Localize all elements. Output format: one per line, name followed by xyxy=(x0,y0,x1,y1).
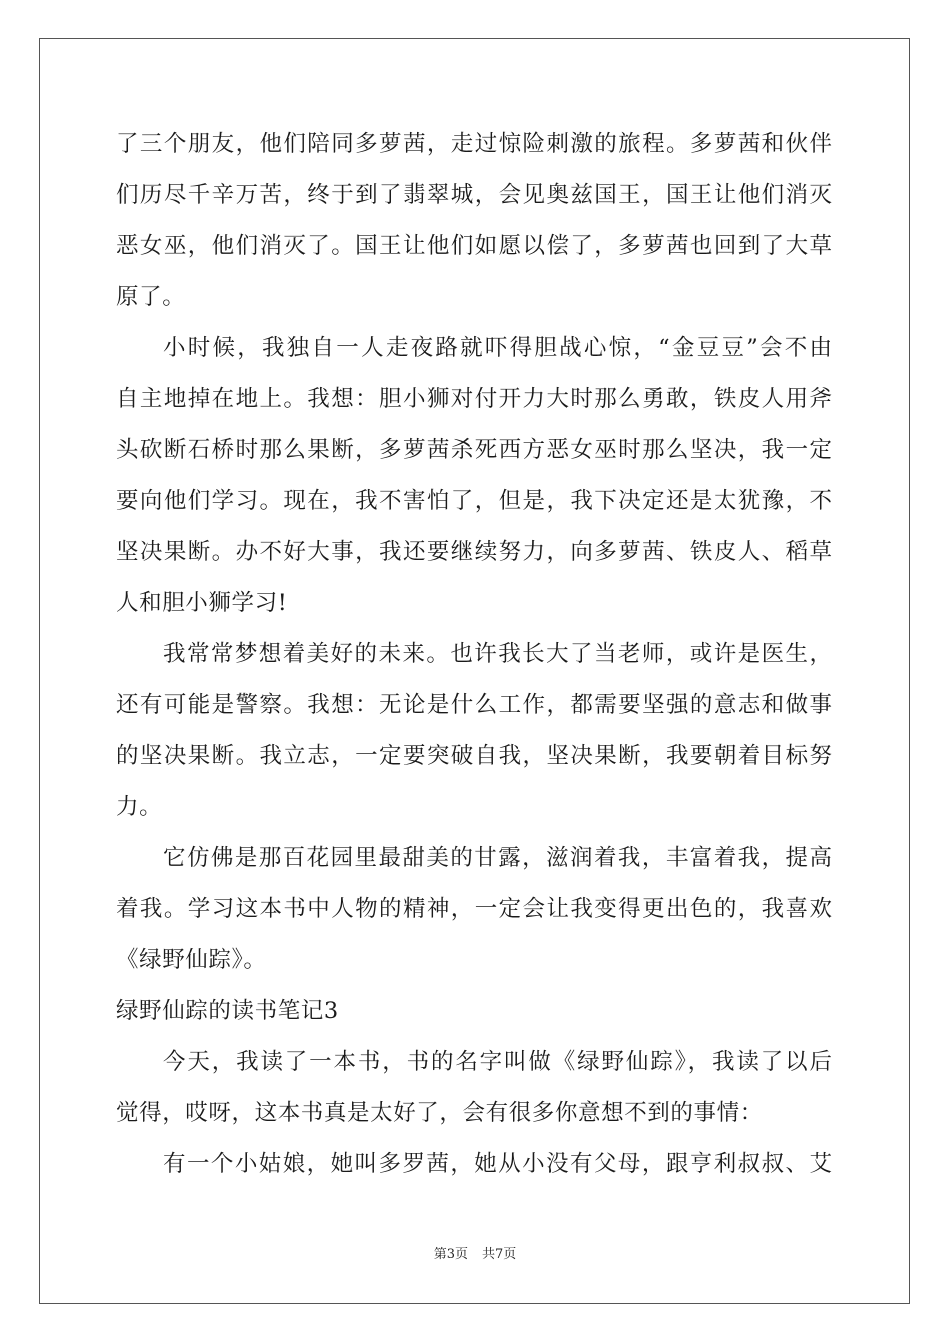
text-line: 人和胆小狮学习! xyxy=(116,590,288,616)
text-line: 着我。学习这本书中人物的精神，一定会让我变得更出色的，我喜欢 xyxy=(116,896,832,922)
page-footer xyxy=(0,1245,950,1265)
text-line: 原了。 xyxy=(116,284,186,310)
current-page-number: 第3页 xyxy=(433,1247,468,1262)
total-page-count: 共7页 xyxy=(482,1247,517,1262)
text-line: 恶女巫，他们消灭了。国王让他们如愿以偿了，多萝茜也回到了大草 xyxy=(116,233,832,259)
text-line: 有一个小姑娘，她叫多罗茜，她从小没有父母，跟亨利叔叔、艾 xyxy=(163,1151,832,1177)
text-line: 们历尽千辛万苦，终于到了翡翠城，会见奥兹国王，国王让他们消灭 xyxy=(116,182,832,208)
text-line: 绿野仙踪的读书笔记3 xyxy=(116,998,339,1024)
text-line: 《绿野仙踪》。 xyxy=(116,947,267,973)
text-line: 我常常梦想着美好的未来。也许我长大了当老师，或许是医生， xyxy=(163,641,832,667)
text-line: 自主地掉在地上。我想：胆小狮对付开力大时那么勇敢，铁皮人用斧 xyxy=(116,386,832,412)
text-line: 它仿佛是那百花园里最甜美的甘露，滋润着我，丰富着我，提高 xyxy=(163,845,832,871)
text-line: 觉得，哎呀，这本书真是太好了，会有很多你意想不到的事情： xyxy=(116,1100,763,1126)
text-line: 要向他们学习。现在，我不害怕了，但是，我下决定还是太犹豫，不 xyxy=(116,488,832,514)
text-line: 小时候，我独自一人走夜路就吓得胆战心惊，“金豆豆”会不由 xyxy=(163,335,832,361)
text-line: 力。 xyxy=(116,794,163,820)
text-line: 了三个朋友，他们陪同多萝茜，走过惊险刺激的旅程。多萝茜和伙伴 xyxy=(116,131,832,157)
text-line: 坚决果断。办不好大事，我还要继续努力，向多萝茜、铁皮人、稻草 xyxy=(116,539,832,565)
text-line: 头砍断石桥时那么果断，多萝茜杀死西方恶女巫时那么坚决，我一定 xyxy=(116,437,832,463)
document-body xyxy=(116,119,832,1190)
text-line: 的坚决果断。我立志，一定要突破自我，坚决果断，我要朝着目标努 xyxy=(116,743,832,769)
text-line: 还有可能是警察。我想：无论是什么工作，都需要坚强的意志和做事 xyxy=(116,692,832,718)
text-line: 今天，我读了一本书，书的名字叫做《绿野仙踪》，我读了以后 xyxy=(163,1049,832,1075)
